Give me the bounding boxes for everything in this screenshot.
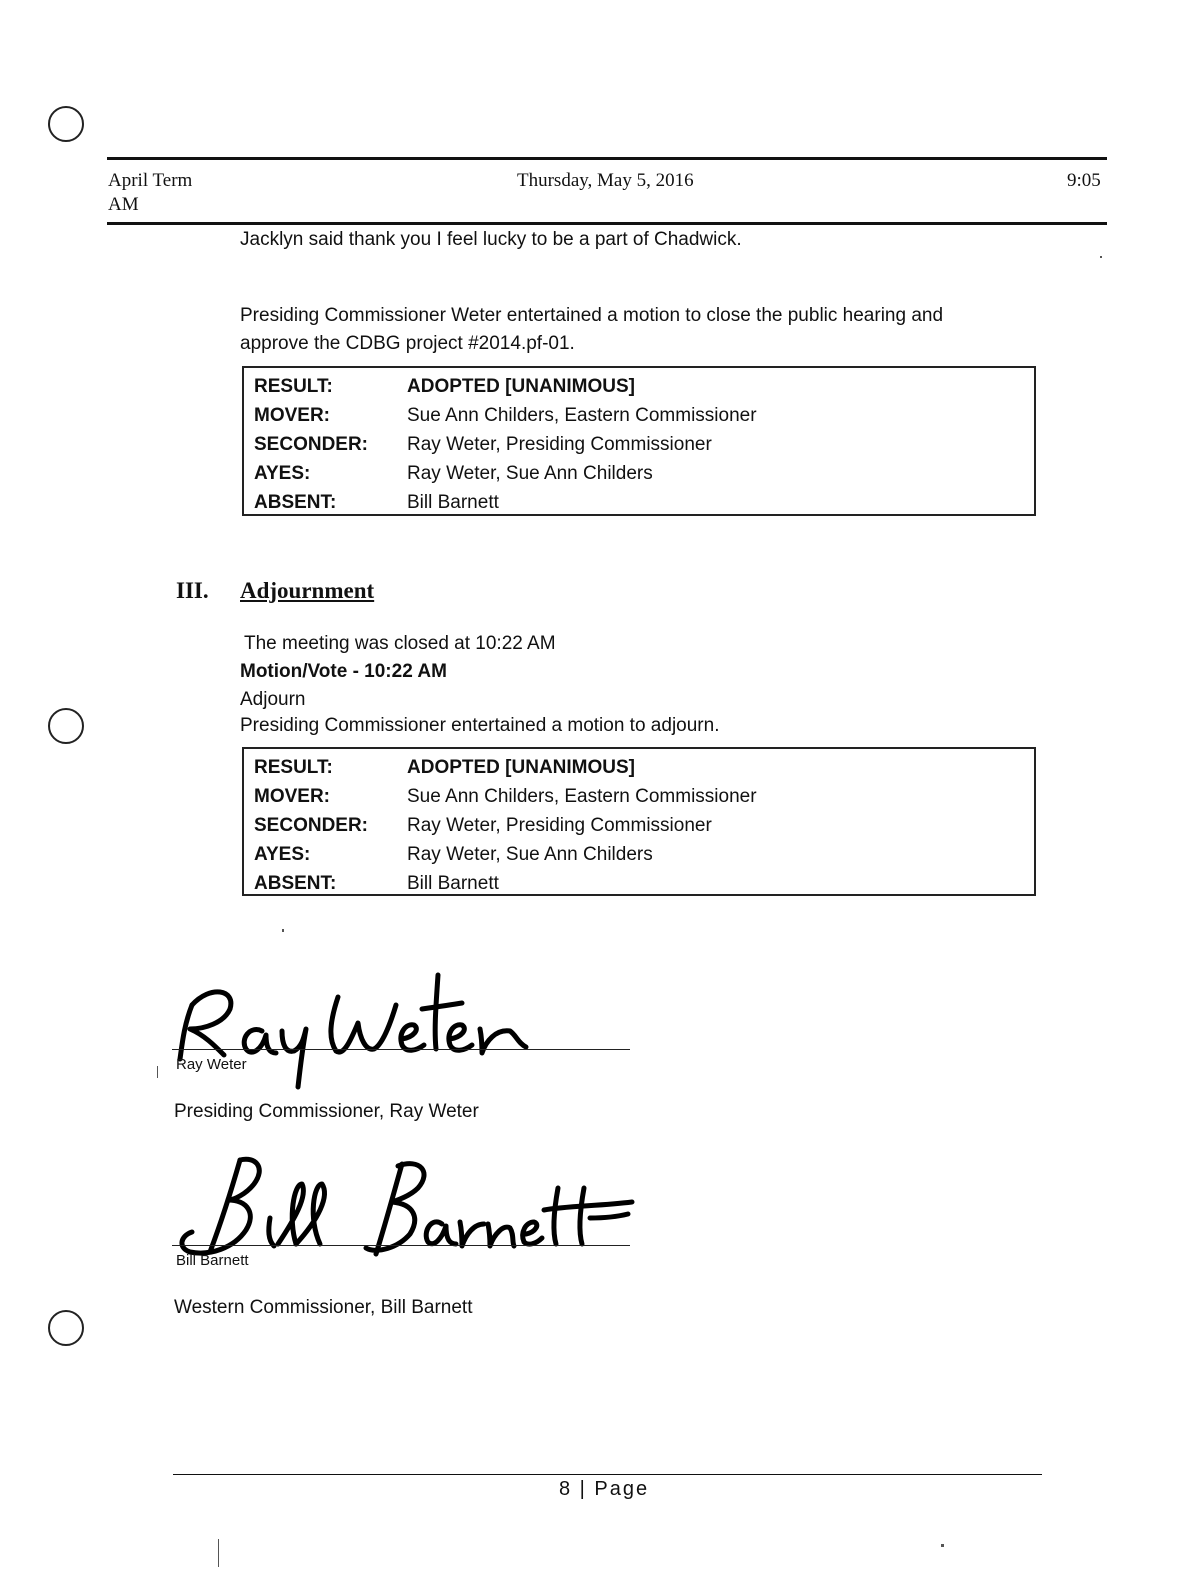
vote-value: Ray Weter, Presiding Commissioner bbox=[407, 815, 712, 836]
header-date: Thursday, May 5, 2016 bbox=[517, 170, 694, 191]
vote-label: AYES: bbox=[254, 463, 311, 484]
scan-speck bbox=[1100, 256, 1102, 258]
signature-printed-name: Bill Barnett bbox=[176, 1252, 249, 1269]
signature-ray-weter bbox=[170, 965, 560, 1095]
vote-row-absent bbox=[254, 869, 1034, 898]
vote-value: Ray Weter, Sue Ann Childers bbox=[407, 463, 653, 484]
vote-result-box-public-hearing bbox=[242, 366, 1036, 516]
vote-value: Sue Ann Childers, Eastern Commissioner bbox=[407, 405, 757, 426]
footer-rule bbox=[173, 1474, 1042, 1475]
signature-line-bill-barnett bbox=[172, 1245, 630, 1246]
vote-value: ADOPTED [UNANIMOUS] bbox=[407, 376, 635, 397]
scan-speck bbox=[218, 1539, 219, 1567]
vote-row-mover bbox=[254, 782, 1034, 811]
meeting-closed-text: The meeting was closed at 10:22 AM bbox=[244, 633, 556, 654]
vote-result-box-adjournment bbox=[242, 747, 1036, 896]
header-term: April Term bbox=[108, 170, 193, 191]
vote-label: ABSENT: bbox=[254, 873, 337, 894]
vote-value: Bill Barnett bbox=[407, 873, 499, 894]
vote-label: MOVER: bbox=[254, 405, 330, 426]
vote-row-ayes bbox=[254, 459, 1034, 488]
punch-hole-top bbox=[48, 106, 84, 142]
vote-value: Ray Weter, Sue Ann Childers bbox=[407, 844, 653, 865]
section-title: Adjournment bbox=[240, 578, 375, 603]
motion-paragraph-line1: Presiding Commissioner Weter entertained a motion to close the public hearing and bbox=[240, 305, 944, 326]
vote-row-seconder bbox=[254, 811, 1034, 840]
vote-value: Sue Ann Childers, Eastern Commissioner bbox=[407, 786, 757, 807]
header-term-am: AM bbox=[108, 194, 139, 215]
section-number: III. bbox=[176, 578, 209, 603]
header-top-rule bbox=[107, 157, 1107, 160]
vote-row-ayes bbox=[254, 840, 1034, 869]
vote-row-absent bbox=[254, 488, 1034, 517]
signature-title: Presiding Commissioner, Ray Weter bbox=[174, 1101, 479, 1122]
motion-paragraph-line2: approve the CDBG project #2014.pf-01. bbox=[240, 333, 575, 354]
header-bottom-rule bbox=[107, 222, 1107, 225]
vote-label: AYES: bbox=[254, 844, 311, 865]
vote-label: MOVER: bbox=[254, 786, 330, 807]
punch-hole-bottom bbox=[48, 1310, 84, 1346]
vote-label: SECONDER: bbox=[254, 815, 369, 836]
jacklyn-statement: Jacklyn said thank you I feel lucky to be a part of Chadwick. bbox=[240, 229, 742, 250]
signature-printed-name: Ray Weter bbox=[176, 1056, 247, 1073]
scan-speck bbox=[157, 1066, 158, 1078]
vote-row-mover bbox=[254, 401, 1034, 430]
vote-row-result bbox=[254, 753, 1034, 782]
punch-hole-middle bbox=[48, 708, 84, 744]
vote-value: Ray Weter, Presiding Commissioner bbox=[407, 434, 712, 455]
header-time: 9:05 bbox=[1067, 170, 1101, 191]
adjourn-text: Adjourn bbox=[240, 689, 306, 710]
vote-value: ADOPTED [UNANIMOUS] bbox=[407, 757, 635, 778]
vote-label: ABSENT: bbox=[254, 492, 337, 513]
motion-vote-time: Motion/Vote - 10:22 AM bbox=[240, 661, 447, 682]
signature-title: Western Commissioner, Bill Barnett bbox=[174, 1297, 473, 1318]
vote-row-result bbox=[254, 372, 1034, 401]
vote-label: SECONDER: bbox=[254, 434, 369, 455]
page-number: 8 | Page bbox=[559, 1478, 650, 1500]
signature-line-ray-weter bbox=[172, 1049, 630, 1050]
adjourn-motion-text: Presiding Commissioner entertained a motion to adjourn. bbox=[240, 715, 720, 736]
vote-value: Bill Barnett bbox=[407, 492, 499, 513]
vote-label: RESULT: bbox=[254, 757, 333, 778]
scan-speck bbox=[282, 929, 284, 932]
vote-row-seconder bbox=[254, 430, 1034, 459]
vote-label: RESULT: bbox=[254, 376, 333, 397]
scan-speck bbox=[941, 1544, 944, 1547]
